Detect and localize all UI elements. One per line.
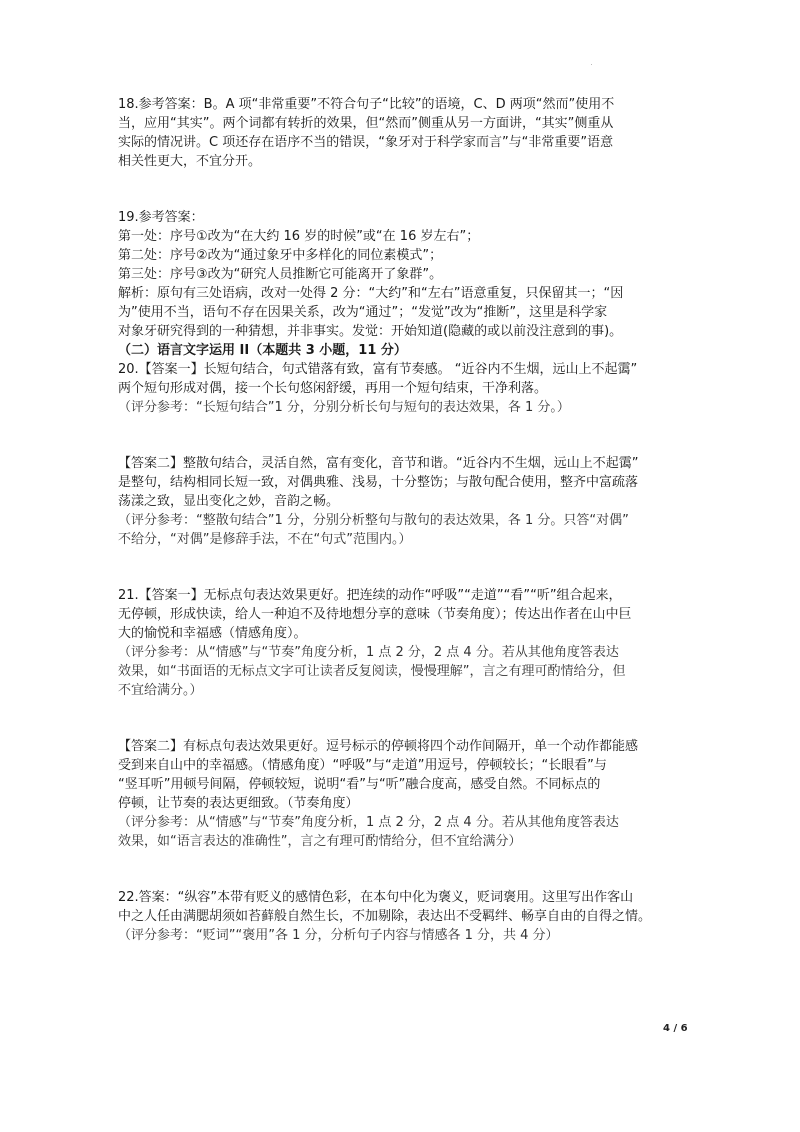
text-line: 21.【答案一】无标点句表达效果更好。把连续的动作“呼吸”“走道”“看”“听”组合起来，: [118, 588, 622, 603]
answer-content: [118, 95, 696, 945]
text-line: 【答案二】整散句结合，灵活自然，富有变化，音节和谐。“近谷内不生烟，远山上不起霭”: [118, 456, 639, 471]
scoring-note: （评分参考：从“情感”与“节奏”角度分析，1 点 2 分，2 点 4 分。若从其他角度答表达: [118, 815, 619, 830]
text-line: 18.参考答案：B。A 项“非常重要”不符合句子“比较”的语境，C、D 两项“然而”使用不: [118, 97, 615, 112]
scoring-note: （评分参考：“长短句结合”1 分，分别分析长句与短句的表达效果，各 1 分。）: [118, 400, 570, 415]
text-line: 实际的情况讲。C 项还存在语序不当的错误，“象牙对于科学家而言”与“非常重要”语意: [118, 135, 614, 150]
page-number: 4 / 6: [663, 1023, 688, 1034]
text-line: 是整句，结构相同长短一致，对偶典雅、浅易，十分整饬；与散句配合使用，整齐中富疏落: [118, 475, 639, 490]
text-line: 相关性更大，不宜分开。: [118, 154, 262, 169]
text-line: 当，应用“其实”。两个词都有转折的效果，但“然而”侧重从另一方面讲，“其实”侧重从: [118, 116, 614, 131]
text-line: 中之人任由满腮胡须如苔藓般自然生长，不加剔除，表达出不受羁绊、畅享自由的自得之情。: [118, 909, 652, 924]
scoring-note: 不给分，“对偶”是修辞手法，不在“句式”范围内。）: [118, 532, 412, 547]
scoring-note: （评分参考：从“情感”与“节奏”角度分析，1 点 2 分，2 点 4 分。若从其他角度答表达: [118, 645, 619, 660]
answer-18: [118, 95, 696, 171]
text-line: 荡漾之致，显出变化之妙，音韵之畅。: [118, 494, 340, 509]
answer-20-option-1: [118, 360, 696, 417]
answer-22: [118, 888, 696, 945]
text-line: 【答案二】有标点句表达效果更好。逗号标示的停顿将四个动作间隔开，单一个动作都能感: [118, 739, 639, 754]
text-line: 受到来自山中的幸福感。（情感角度）“呼吸”与“走道”用逗号，停顿较长；“长眼看”与: [118, 758, 607, 773]
answer-21-option-2: [118, 737, 696, 851]
text-line: 大的愉悦和幸福感（情感角度）。: [118, 626, 307, 641]
answer-21-option-1: [118, 586, 696, 700]
text-line: 解析：原句有三处语病，改对一处得 2 分：“大约”和“左右”语意重复，只保留其一；“因: [118, 286, 624, 301]
text-line: 停顿，让节奏的表达更细致。（节奏角度）: [118, 796, 359, 811]
section-heading: [118, 341, 696, 360]
scoring-note: 不宜给满分。）: [118, 683, 203, 698]
scoring-note: （评分参考：“贬词”“褒用”各 1 分，分析句子内容与情感各 1 分，共 4 分）: [118, 928, 559, 943]
text-line: 19.参考答案：: [118, 210, 204, 225]
text-line: 对象牙研究得到的一种猜想，并非事实。发觉：开始知道(隐藏的或以前没注意到的事)。: [118, 324, 623, 339]
text-line: 第一处：序号①改为“在大约 16 岁的时候”或“在 16 岁左右”；: [118, 229, 480, 244]
answer-20-option-2: [118, 454, 696, 549]
scoring-note: （评分参考：“整散句结合”1 分，分别分析整句与散句的表达效果，各 1 分。只答“对偶”: [118, 513, 629, 528]
text-line: 两个短句形成对偶，接一个长句悠闲舒缓，再用一个短句结束，干净利落。: [118, 381, 548, 396]
text-line: 为”使用不当，语句不存在因果关系，改为“通过”；“发觉”改为“推断”，这里是科学家: [118, 305, 608, 320]
text-line: 第三处：序号③改为“研究人员推断它可能离开了象群”。: [118, 267, 443, 282]
text-line: 20.【答案一】长短句结合，句式错落有致，富有节奏感。 “近谷内不生烟，远山上不起霭”: [118, 362, 638, 377]
scoring-note: 效果，如“书面语的无标点文字可让读者反复阅读，慢慢理解”，言之有理可酌情给分，但: [118, 664, 626, 679]
scoring-note: 效果，如“语言表达的准确性”，言之有理可酌情给分，但不宜给满分）: [118, 834, 522, 849]
text-line: 22.答案：“纵容”本带有贬义的感情色彩，在本句中化为褒义，贬词褒用。这里写出作客山: [118, 890, 634, 905]
text-line: 无停顿，形成快读，给人一种迫不及待地想分享的意味（节奏角度）；传达出作者在山中巨: [118, 607, 632, 622]
text-line: “竖耳听”用顿号间隔，停顿较短，说明“看”与“听”融合度高，感受自然。不同标点的: [118, 777, 601, 792]
answer-19: [118, 208, 696, 341]
section-title: （二）语言文字运用 II（本题共 3 小题，11 分）: [118, 343, 407, 358]
text-line: 第二处：序号②改为“通过象牙中多样化的同位素模式”；: [118, 248, 443, 263]
scan-speck: [591, 64, 592, 65]
